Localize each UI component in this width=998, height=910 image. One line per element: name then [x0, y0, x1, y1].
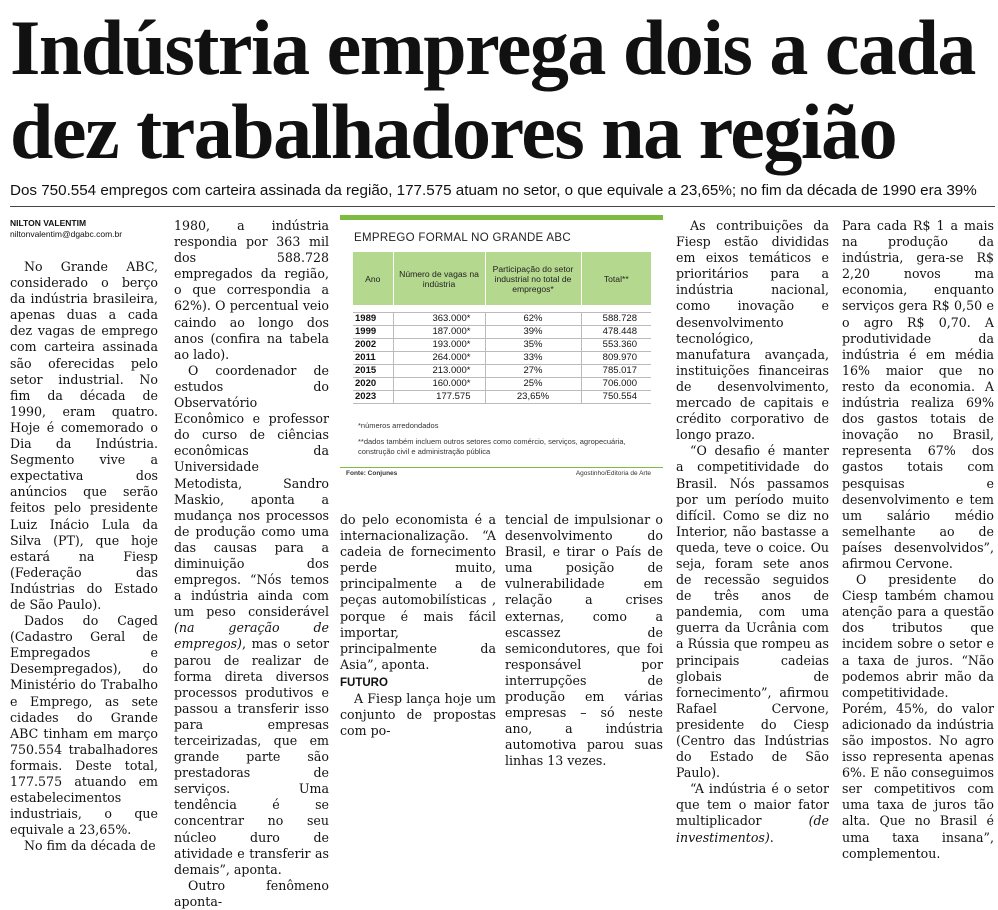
byline-author: NILTON VALENTIM — [10, 218, 87, 228]
cell-year: 2020 — [353, 377, 393, 390]
cell-year: 2002 — [353, 338, 393, 351]
paragraph: do pelo economista é a internacionalização. “A cadeia de fornecimento perde muito, principalmente a de peças automobilísticas , porque é mais fácil importar, principalmente da Asia”, aponta. — [340, 512, 496, 672]
cell-vacancies: 264.000* — [393, 351, 485, 364]
table-header-total: Total** — [581, 252, 651, 305]
paragraph: Outro fenômeno aponta- — [174, 877, 329, 909]
cell-total: 785.017 — [581, 364, 651, 377]
paragraph-text: , mas o setor parou de realizar de forma direta diversos processos produtivos e passou a transferir isso para empresas terceirizadas, que em grande parte são prestadoras de serviços. Uma tendência é se concentrar no seu núcleo duro de atividade e transferir as demais”, aponta. — [174, 636, 329, 877]
paragraph-text: . — [769, 829, 774, 845]
cell-vacancies: 177.575 — [393, 390, 485, 403]
table-row — [353, 312, 651, 325]
paragraph: tencial de impulsionar o desenvolvimento do Brasil, e tirar o País de uma posição de vulnerabilidade em relação a crises externas, como a escassez de semicondutores, que foi responsável por interrupções de produção em várias empresas – só neste ano, a indústria automotiva parou suas linhas 13 vezes. — [505, 512, 663, 769]
cell-share: 25% — [485, 377, 581, 390]
article-column-1 — [10, 218, 158, 854]
infographic-footer — [340, 467, 663, 483]
article-column-4 — [505, 512, 663, 770]
headline-line-1: Indústria emprega dois a cada — [10, 4, 975, 91]
paragraph: No fim da década de — [24, 838, 156, 854]
table-row — [353, 377, 651, 390]
cell-year: 2011 — [353, 351, 393, 364]
paragraph: A Fiesp lança hoje um conjunto de propostas com po- — [340, 690, 496, 739]
paragraph: O presidente do Ciesp também chamou atenção para a questão dos tributos que incidem sobre o setor e a taxa de juros. “Não podemos abrir mão da competitividade. Porém, 45%, do valor adicionado da indústria são impostos. No agro isso representa apenas 6%. E não conseguimos ser competitivos com uma taxa de juros tão alta. Que no Brasil é uma taxa insana”, complementou. — [842, 572, 994, 861]
table-header-share: Participação do setor industrial no total de empregos* — [485, 252, 581, 305]
paragraph: “O desafio é manter a competitividade do Brasil. Nós passamos por um período muito difícil. Como se diz no Interior, não bastasse a queda, teve o coice. Ou seja, foram sete anos de recessão seguidos de três anos de pandemia, com uma guerra da Ucrânia com a Rússia que rompeu as principais cadeias globais de fornecimento”, afirmou Rafael Cervone, presidente do Ciesp (Centro das Indústrias do Estado de São Paulo). — [676, 443, 829, 781]
paragraph: Para cada R$ 1 a mais na produção da indústria, gera-se R$ 2,20 novos ma economia, enquanto serviços gera R$ 0,50 e o agro R$ 0,70. A produtividade da indústria é em média 16% maior que no resto da economia. A indústria realiza 69% dos gastos totais de inovação no Brasil, representa 67% dos gastos totais com pesquisas e desenvolvimento e tem um salário médio semelhante ao de países desenvolvidos”, afirmou Cervone. — [842, 218, 994, 571]
employment-table — [353, 252, 651, 404]
cell-total: 809.970 — [581, 351, 651, 364]
infographic-title: EMPREGO FORMAL NO GRANDE ABC — [354, 232, 571, 244]
cell-share: 39% — [485, 325, 581, 338]
cell-total: 706.000 — [581, 377, 651, 390]
cell-vacancies: 160.000* — [393, 377, 485, 390]
cell-vacancies: 363.000* — [393, 312, 485, 325]
cell-total: 588.728 — [581, 312, 651, 325]
table-row — [353, 351, 651, 364]
infographic-box — [340, 215, 663, 483]
cell-share: 27% — [485, 364, 581, 377]
table-footnote-sectors: **dados também incluem outros setores como comércio, serviços, agropecuária, construção civil e administração pública — [358, 437, 626, 456]
subheadline: Dos 750.554 empregos com carteira assinada da região, 177.575 atuam no setor, o que equivale a 23,65%; no fim da década de 1990 era 39% — [10, 182, 977, 199]
cell-share: 23,65% — [485, 390, 581, 403]
cell-total: 750.554 — [581, 390, 651, 403]
divider-rule — [10, 206, 995, 207]
cell-share: 62% — [485, 312, 581, 325]
cell-share: 33% — [485, 351, 581, 364]
cell-year: 2015 — [353, 364, 393, 377]
paragraph-text: O coordenador de estudos do Observatório Econômico e professor do curso de ciências econômicas da Universidade Metodista, Sandro Maskio, aponta a mudança nos processos de produção como uma das causas para a diminuição dos empregos. “Nós temos a indústria ainda com um peso considerável — [174, 362, 329, 620]
infographic-accent-bar — [340, 215, 663, 220]
cell-total: 478.448 — [581, 325, 651, 338]
article-column-5 — [676, 218, 829, 846]
paragraph: Dados do Caged (Cadastro Geral de Empregados e Desempregados), do Ministério do Trabalho e Emprego, as sete cidades do Grande ABC tinham em março 750.554 trabalhadores formais. Deste total, 177.575 atuando em estabelecimentos industriais, o que equivale a 23,65%. — [10, 613, 158, 838]
cell-vacancies: 187.000* — [393, 325, 485, 338]
cell-vacancies: 213.000* — [393, 364, 485, 377]
cell-year: 1999 — [353, 325, 393, 338]
headline-line-2: dez trabalhadores na região — [10, 88, 897, 175]
paragraph-emphasis: (de investimentos) — [676, 813, 829, 845]
article-column-3 — [340, 512, 496, 739]
cell-year: 1989 — [353, 312, 393, 325]
table-header-year: Ano — [353, 252, 393, 305]
headline — [10, 6, 990, 174]
source-credit: Fonte: Conjunes — [346, 470, 398, 477]
cell-total: 553.360 — [581, 338, 651, 351]
paragraph — [676, 781, 829, 845]
paragraph — [174, 363, 329, 878]
table-footnote-rounded: *números arredondados — [358, 421, 439, 430]
cell-year: 2023 — [353, 390, 393, 403]
paragraph: No Grande ABC, considerado o berço da indústria brasileira, apenas duas a cada dez vagas de emprego com carteira assinada são oferecidas pelo setor industrial. No fim da década de 1990, eram quatro. Hoje é comemorado o Dia da Indústria. Segmento vive a expectativa dos anúncios que serão feitos pelo presidente Luiz Inácio Lula da Silva (PT), que hoje estará na Fiesp (Federação das Indústrias do Estado de São Paulo). — [10, 259, 158, 612]
table-header-vacancies: Número de vagas na indústria — [393, 252, 485, 305]
article-column-2 — [174, 218, 329, 910]
section-subhead: FUTURO — [340, 676, 388, 689]
paragraph-emphasis: (na geração de empregos) — [174, 620, 329, 652]
table-row — [353, 338, 651, 351]
table-row — [353, 325, 651, 338]
table-row — [353, 390, 651, 403]
table-row — [353, 364, 651, 377]
cell-share: 35% — [485, 338, 581, 351]
art-credit: Agostinho/Editoria de Arte — [575, 470, 651, 477]
paragraph: As contribuições da Fiesp estão divididas em eixos temáticos e prioritários para a indústria nacional, como inovação e desenvolvimento tecnológico, manufatura avançada, instituições financeiras de desenvolvimento, mercado de capitais e crédito corporativo de longo prazo. — [676, 218, 829, 443]
cell-vacancies: 193.000* — [393, 338, 485, 351]
paragraph: 1980, a indústria respondia por 363 mil dos 588.728 empregados da região, o que correspondia a 62%). O percentual veio caindo ao longo dos anos (confira na tabela ao lado). — [174, 218, 329, 362]
article-column-6 — [842, 218, 994, 862]
byline-email[interactable]: niltonvalentim@dgabc.com.br — [10, 229, 123, 239]
paragraph-text: “A indústria é o setor que tem o maior fator multiplicador — [676, 781, 829, 829]
